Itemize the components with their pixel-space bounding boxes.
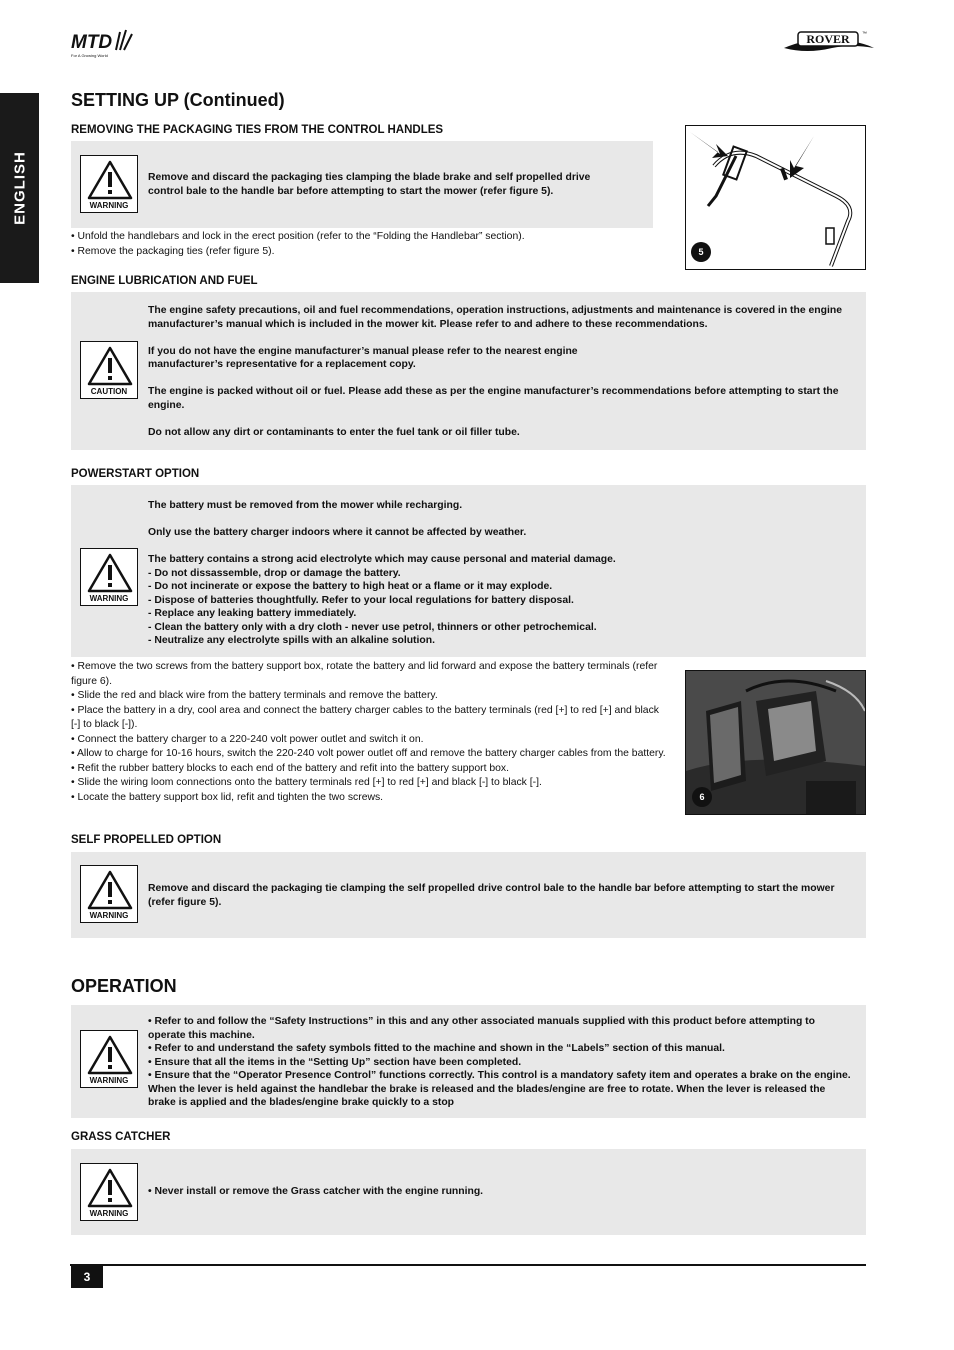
- list-item: • Allow to charge for 10-16 hours, switch the 220-240 volt power outlet off and remove the battery charger cables from the battery.: [71, 748, 666, 759]
- figure-5-handlebar: [685, 125, 866, 270]
- warning-sign: [80, 548, 138, 606]
- heading-packaging: REMOVING THE PACKAGING TIES FROM THE CONTROL HANDLES: [71, 124, 444, 136]
- paragraph: The battery must be removed from the mower while recharging.: [148, 500, 463, 511]
- paragraph: The engine safety precautions, oil and fuel recommendations, operation instructions, adjustments and maintenance is covered in the engine manufacturer’s manual which is included in the mower kit. Please refer to and adhere to these recommendations.: [148, 305, 843, 330]
- operation-warning-list: [148, 1015, 853, 1110]
- warning-triangle-icon: [87, 346, 133, 386]
- warning-sign-label: WARNING: [89, 594, 129, 603]
- rover-logo-text: ROVER: [806, 32, 850, 46]
- self-propelled-warning-text: Remove and discard the packaging tie clamping the self propelled drive control bale to the handle bar before attempting to start the mower (refer figure 5).: [148, 883, 835, 908]
- heading-engine-lubrication: ENGINE LUBRICATION AND FUEL: [71, 275, 258, 287]
- paragraph: The battery contains a strong acid electrolyte which may cause personal and material damage.: [148, 554, 616, 565]
- list-item: - Clean the battery only with a dry cloth - never use petrol, thinners or other petrochemical.: [148, 621, 597, 633]
- warning-sign: [80, 865, 138, 923]
- section-title-setting-up: SETTING UP (Continued): [71, 90, 285, 110]
- figure-6-battery: [685, 670, 866, 815]
- paragraph: Only use the battery charger indoors where it cannot be affected by weather.: [148, 527, 527, 538]
- list-item: - Dispose of batteries thoughtfully. Refer to your local regulations for battery disposal.: [148, 594, 574, 606]
- mtd-logo: [70, 28, 135, 60]
- warning-sign: [80, 155, 138, 213]
- warning-sign-label: WARNING: [89, 1209, 129, 1218]
- language-tab: [0, 93, 39, 283]
- figure-number-badge: 6: [692, 787, 712, 807]
- list-item: • Refer to and follow the “Safety Instructions” in this and any other associated manuals supplied with this product before attempting to operate this machine.: [148, 1016, 815, 1041]
- language-tab-label: ENGLISH: [11, 151, 28, 225]
- list-item: - Do not incinerate or expose the battery to high heat or a flame or it may explode.: [148, 581, 553, 592]
- list-item: • Unfold the handlebars and lock in the erect position (refer to the “Folding the Handlebar” section).: [71, 231, 525, 242]
- list-item: - Replace any leaking battery immediately.: [148, 608, 357, 619]
- figure-number-badge: 5: [691, 242, 711, 262]
- paragraph: Do not allow any dirt or contaminants to enter the fuel tank or oil filler tube.: [148, 426, 520, 438]
- packaging-warning-text: Remove and discard the packaging ties clamping the blade brake and self propelled drive control bale to the handle bar before attempting to start the mower (refer figure 5).: [148, 172, 591, 197]
- list-item: • Slide the wiring loom connections onto the battery terminals red [+] to red [+] and black [-] to black [-].: [71, 777, 542, 788]
- page-number: 3: [71, 1266, 103, 1288]
- list-item: - Do not dissassemble, drop or damage the battery.: [148, 567, 401, 579]
- mtd-tagline: For A Growing World: [71, 53, 108, 58]
- list-item: • Remove the packaging ties (refer figure 5).: [71, 245, 275, 257]
- list-item: • Ensure that all the items in the “Setting Up” section have been completed.: [148, 1056, 522, 1068]
- powerstart-warning-text: [148, 499, 853, 648]
- warning-sign: [80, 1030, 138, 1088]
- section-title-operation: OPERATION: [71, 976, 177, 996]
- mtd-logo-text: MTD: [71, 32, 113, 53]
- heading-grass-catcher: GRASS CATCHER: [71, 1131, 171, 1143]
- warning-triangle-icon: [87, 870, 133, 910]
- warning-sign-label: WARNING: [89, 1076, 129, 1085]
- packaging-bullet-list: [71, 230, 671, 259]
- list-item: • Connect the battery charger to a 220-240 volt power outlet and switch it on.: [71, 733, 424, 745]
- list-item: • Ensure that the “Operator Presence Control” functions correctly. This control is a mandatory safety item and operates a brake on the engine. When the lever is held against the handlebar the brake is released and the blades/engine are free to rotate. When the lever is released the brake is applied and the blades/engine brake quickly to a stop: [148, 1070, 851, 1108]
- warning-triangle-icon: [87, 553, 133, 593]
- list-item: • Refer to and understand the safety symbols fitted to the machine and shown in the “Labels” section of this manual.: [148, 1043, 725, 1054]
- paragraph: If you do not have the engine manufacturer’s manual please refer to the nearest engine manufacturer’s representative for a replacement copy.: [148, 345, 578, 370]
- heading-self-propelled: SELF PROPELLED OPTION: [71, 834, 222, 846]
- caution-sign-label: CAUTION: [90, 387, 128, 396]
- footer-rule: [70, 1264, 866, 1266]
- list-item: • Refit the rubber battery blocks to each end of the battery and refit into the battery support box.: [71, 762, 509, 774]
- list-item: • Slide the red and black wire from the battery terminals and remove the battery.: [71, 690, 438, 701]
- list-item: • Locate the battery support box lid, refit and tighten the two screws.: [71, 791, 384, 803]
- list-item: - Neutralize any electrolyte spills with an alkaline solution.: [148, 635, 435, 646]
- warning-triangle-icon: [87, 1168, 133, 1208]
- warning-sign-label: WARNING: [89, 201, 129, 210]
- list-item: • Remove the two screws from the battery support box, rotate the battery and lid forward and expose the battery terminals (refer figure 6).: [71, 661, 658, 687]
- warning-triangle-icon: [87, 1035, 133, 1075]
- paragraph: The engine is packed without oil or fuel. Please add these as per the engine manufacturer’s recommendations before attempting to start the engine.: [148, 386, 839, 411]
- caution-sign: [80, 341, 138, 399]
- heading-powerstart: POWERSTART OPTION: [71, 468, 200, 480]
- powerstart-steps-list: [71, 660, 666, 805]
- list-item: • Place the battery in a dry, cool area and connect the battery charger cables to the battery terminals (red [+] to red [+] and black [-] to black [-]).: [71, 704, 659, 730]
- engine-caution-text: [148, 304, 853, 439]
- warning-triangle-icon: [87, 160, 133, 200]
- grass-catcher-warning-text: • Never install or remove the Grass catcher with the engine running.: [148, 1186, 484, 1197]
- warning-sign-label: WARNING: [89, 911, 129, 920]
- trademark-symbol: ™: [862, 31, 867, 37]
- warning-sign: [80, 1163, 138, 1221]
- rover-logo: [782, 26, 876, 58]
